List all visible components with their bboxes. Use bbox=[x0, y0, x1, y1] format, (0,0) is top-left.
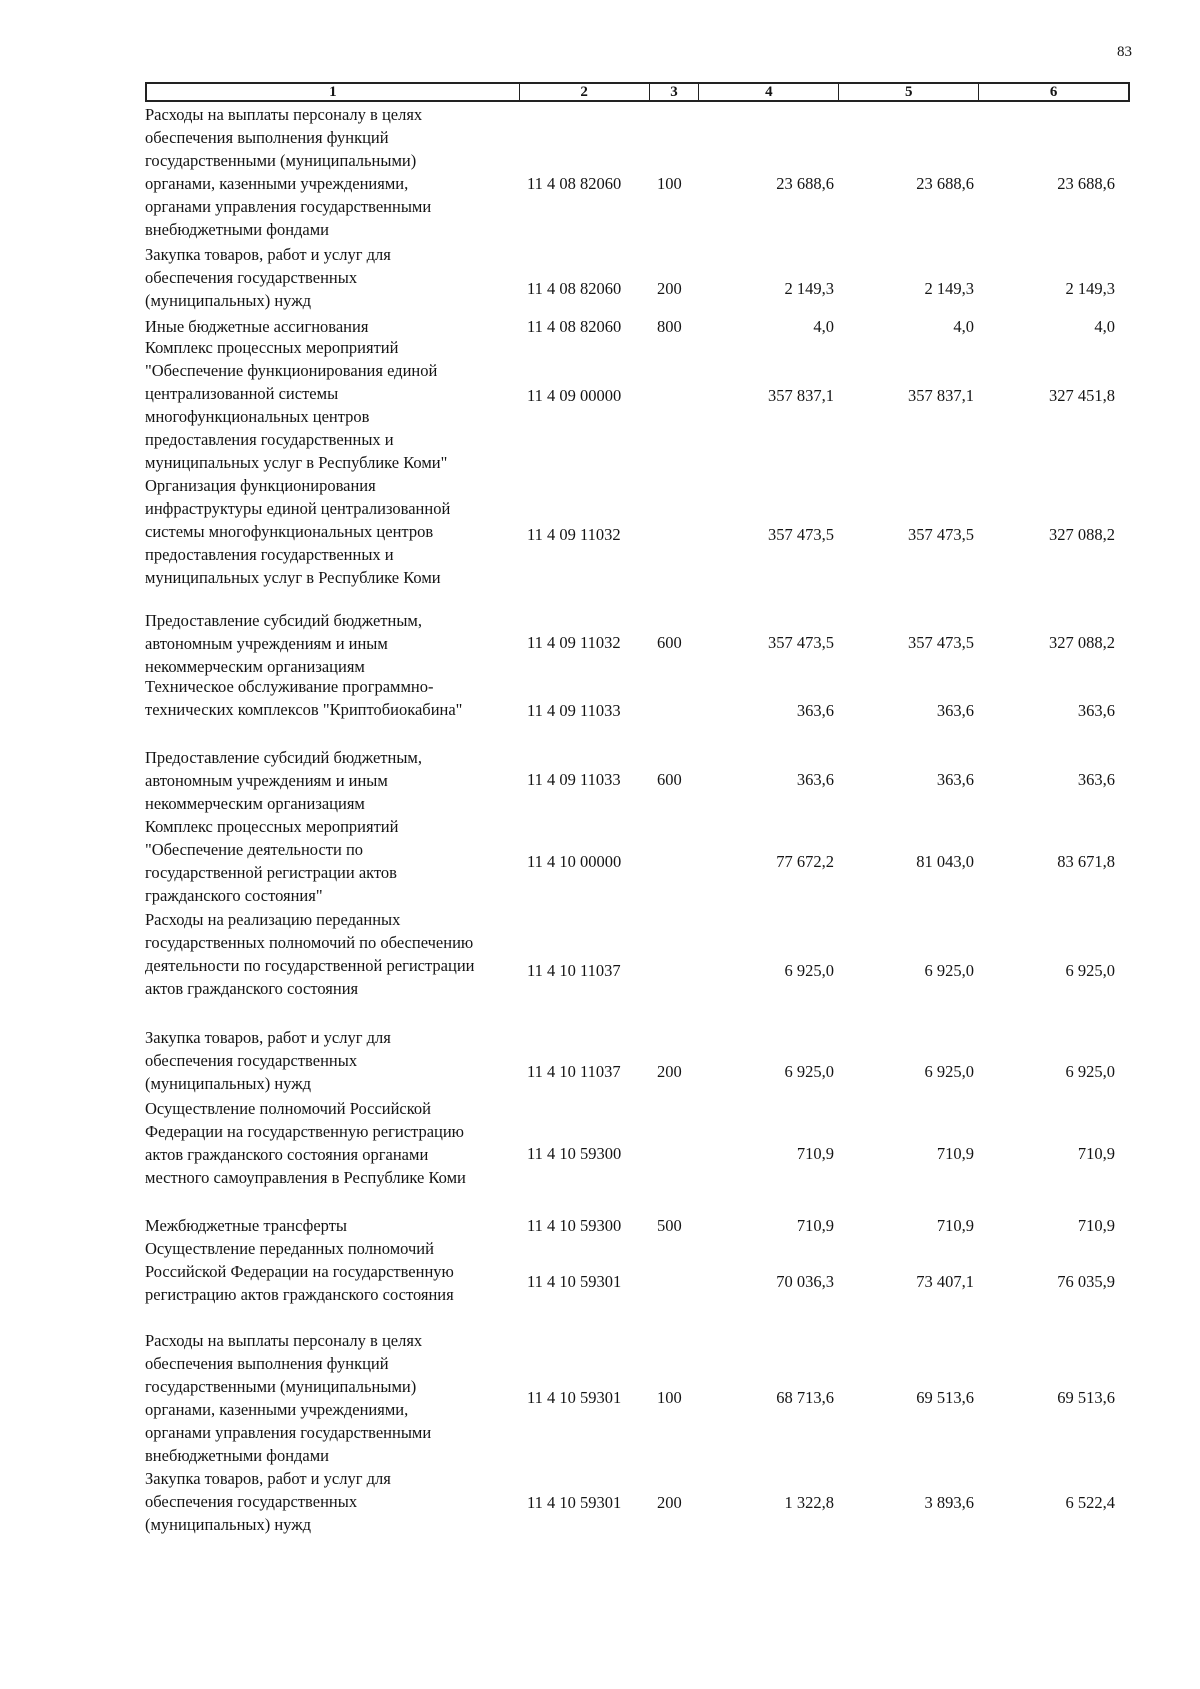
row-name: Иные бюджетные ассигнования bbox=[145, 317, 369, 336]
row-value-col5: 357 473,5 bbox=[908, 525, 974, 544]
row-name: Комплекс процессных мероприятий "Обеспечение деятельности по государственной регистрации актов гражданского состояния" bbox=[145, 817, 399, 905]
row-name: Техническое обслуживание программно- технических комплексов "Криптобиокабина" bbox=[145, 677, 463, 719]
row-code: 11 4 09 11032 bbox=[527, 525, 621, 544]
row-value-col5: 6 925,0 bbox=[924, 961, 974, 980]
row-value-col5: 3 893,6 bbox=[924, 1493, 974, 1512]
row-name: Расходы на реализацию переданных государственных полномочий по обеспечению деятельности по государственной регистрации актов гражданского состояния bbox=[145, 910, 475, 998]
row-value-col4: 710,9 bbox=[796, 1216, 834, 1235]
row-value-col6: 327 088,2 bbox=[1049, 633, 1115, 652]
header-col-3: 3 bbox=[649, 84, 699, 100]
row-name: Предоставление субсидий бюджетным, автономным учреждениям и иным некоммерческим организациям bbox=[145, 611, 422, 676]
table-row bbox=[0, 474, 1200, 591]
header-col-1: 1 bbox=[329, 84, 337, 100]
row-value-col4: 68 713,6 bbox=[776, 1388, 834, 1407]
row-expense-type: 200 bbox=[657, 1062, 682, 1081]
row-name: Осуществление переданных полномочий Российской Федерации на государственную регистрацию актов гражданского состояния bbox=[145, 1239, 454, 1304]
row-value-col6: 83 671,8 bbox=[1057, 852, 1115, 871]
row-name: Комплекс процессных мероприятий "Обеспечение функционирования единой централизованной системы многофункциональных центров предоставления государственных и муниципальных услуг в Республике Коми" bbox=[145, 338, 448, 472]
header-col-4: 4 bbox=[698, 84, 838, 100]
row-code: 11 4 10 59301 bbox=[527, 1493, 622, 1512]
row-name: Закупка товаров, работ и услуг для обеспечения государственных (муниципальных) нужд bbox=[145, 245, 391, 310]
table-row bbox=[0, 315, 1200, 336]
row-value-col6: 6 522,4 bbox=[1065, 1493, 1115, 1512]
row-value-col6: 6 925,0 bbox=[1065, 1062, 1115, 1081]
row-value-col4: 363,6 bbox=[796, 770, 834, 789]
table-row bbox=[0, 103, 1200, 243]
row-value-col5: 710,9 bbox=[936, 1144, 974, 1163]
row-expense-type: 500 bbox=[657, 1216, 682, 1235]
row-value-col6: 327 451,8 bbox=[1049, 386, 1115, 405]
row-code: 11 4 09 11033 bbox=[527, 701, 621, 720]
table-row bbox=[0, 1329, 1200, 1467]
row-value-col5: 2 149,3 bbox=[924, 279, 974, 298]
row-name: Осуществление полномочий Российской Федерации на государственную регистрацию актов гражданского состояния органами местного самоуправления в Республике Коми bbox=[145, 1099, 466, 1187]
row-value-col6: 363,6 bbox=[1077, 770, 1115, 789]
row-value-col5: 363,6 bbox=[936, 701, 974, 720]
table-row bbox=[0, 243, 1200, 311]
row-value-col5: 69 513,6 bbox=[916, 1388, 974, 1407]
row-expense-type: 200 bbox=[657, 279, 682, 298]
row-value-col6: 23 688,6 bbox=[1057, 174, 1115, 193]
table-row bbox=[0, 1026, 1200, 1097]
row-value-col4: 4,0 bbox=[813, 317, 834, 336]
row-code: 11 4 10 59301 bbox=[527, 1388, 622, 1407]
row-name: Расходы на выплаты персоналу в целях обеспечения выполнения функций государственными (муниципальными) органами, казенными учреждениями, органами управления государственными внебюджетными фондами bbox=[145, 1331, 432, 1465]
table-header bbox=[145, 82, 1130, 102]
row-value-col4: 357 473,5 bbox=[768, 525, 834, 544]
row-code: 11 4 10 11037 bbox=[527, 961, 621, 980]
header-col-2: 2 bbox=[519, 84, 649, 100]
row-name: Закупка товаров, работ и услуг для обеспечения государственных (муниципальных) нужд bbox=[145, 1028, 391, 1093]
row-value-col4: 357 473,5 bbox=[768, 633, 834, 652]
row-value-col4: 6 925,0 bbox=[784, 1062, 834, 1081]
row-name: Организация функционирования инфраструктуры единой централизованной системы многофункциональных центров предоставления государственных и муниципальных услуг в Республике Коми bbox=[145, 476, 451, 587]
row-name: Расходы на выплаты персоналу в целях обеспечения выполнения функций государственными (муниципальными) органами, казенными учреждениями, органами управления государственными внебюджетными фондами bbox=[145, 105, 432, 239]
header-col-5: 5 bbox=[838, 84, 978, 100]
table-row bbox=[0, 815, 1200, 907]
row-value-col4: 357 837,1 bbox=[768, 386, 834, 405]
row-value-col4: 70 036,3 bbox=[776, 1272, 834, 1291]
row-value-col5: 23 688,6 bbox=[916, 174, 974, 193]
row-value-col6: 327 088,2 bbox=[1049, 525, 1115, 544]
row-value-col5: 357 473,5 bbox=[908, 633, 974, 652]
table-row bbox=[0, 908, 1200, 1026]
row-name: Закупка товаров, работ и услуг для обеспечения государственных (муниципальных) нужд bbox=[145, 1469, 391, 1534]
table-row bbox=[0, 746, 1200, 815]
row-code: 11 4 10 59300 bbox=[527, 1216, 622, 1235]
row-value-col5: 81 043,0 bbox=[916, 852, 974, 871]
table-row bbox=[0, 1467, 1200, 1537]
table-row bbox=[0, 1214, 1200, 1237]
header-col-6: 6 bbox=[978, 84, 1128, 100]
row-value-col5: 363,6 bbox=[936, 770, 974, 789]
row-value-col6: 2 149,3 bbox=[1065, 279, 1115, 298]
row-code: 11 4 10 59300 bbox=[527, 1144, 622, 1163]
row-expense-type: 600 bbox=[657, 633, 682, 652]
row-code: 11 4 08 82060 bbox=[527, 279, 622, 298]
row-value-col5: 6 925,0 bbox=[924, 1062, 974, 1081]
table-row bbox=[0, 336, 1200, 474]
row-value-col5: 73 407,1 bbox=[916, 1272, 974, 1291]
row-value-col5: 710,9 bbox=[936, 1216, 974, 1235]
page-number: 83 bbox=[1117, 44, 1132, 60]
row-code: 11 4 10 59301 bbox=[527, 1272, 622, 1291]
row-value-col6: 76 035,9 bbox=[1057, 1272, 1115, 1291]
row-expense-type: 200 bbox=[657, 1493, 682, 1512]
row-expense-type: 100 bbox=[657, 174, 682, 193]
row-name: Межбюджетные трансферты bbox=[145, 1216, 348, 1235]
row-value-col6: 710,9 bbox=[1077, 1144, 1115, 1163]
row-code: 11 4 08 82060 bbox=[527, 174, 622, 193]
row-value-col4: 2 149,3 bbox=[784, 279, 834, 298]
row-value-col4: 6 925,0 bbox=[784, 961, 834, 980]
row-value-col6: 69 513,6 bbox=[1057, 1388, 1115, 1407]
row-value-col5: 4,0 bbox=[953, 317, 974, 336]
row-value-col4: 1 322,8 bbox=[784, 1493, 834, 1512]
row-code: 11 4 09 11032 bbox=[527, 633, 621, 652]
row-code: 11 4 09 11033 bbox=[527, 770, 621, 789]
row-expense-type: 800 bbox=[657, 317, 682, 336]
table-row bbox=[0, 1097, 1200, 1214]
row-value-col5: 357 837,1 bbox=[908, 386, 974, 405]
row-value-col6: 363,6 bbox=[1077, 701, 1115, 720]
row-value-col6: 710,9 bbox=[1077, 1216, 1115, 1235]
row-value-col4: 23 688,6 bbox=[776, 174, 834, 193]
row-value-col4: 77 672,2 bbox=[776, 852, 834, 871]
row-expense-type: 100 bbox=[657, 1388, 682, 1407]
row-value-col6: 6 925,0 bbox=[1065, 961, 1115, 980]
row-expense-type: 600 bbox=[657, 770, 682, 789]
row-code: 11 4 09 00000 bbox=[527, 386, 622, 405]
row-value-col4: 710,9 bbox=[796, 1144, 834, 1163]
row-code: 11 4 10 00000 bbox=[527, 852, 622, 871]
row-name: Предоставление субсидий бюджетным, автономным учреждениям и иным некоммерческим организациям bbox=[145, 748, 422, 813]
table-row bbox=[0, 609, 1200, 678]
row-value-col4: 363,6 bbox=[796, 701, 834, 720]
row-value-col6: 4,0 bbox=[1094, 317, 1115, 336]
row-code: 11 4 08 82060 bbox=[527, 317, 622, 336]
row-code: 11 4 10 11037 bbox=[527, 1062, 621, 1081]
table-row bbox=[0, 675, 1200, 721]
table-row bbox=[0, 1237, 1200, 1329]
